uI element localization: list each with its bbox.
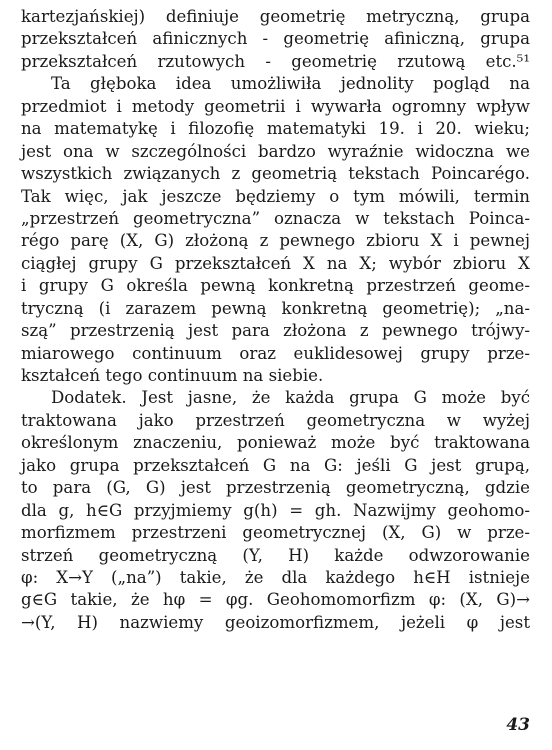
text-line: na matematykę i filozofię matematyki 19. i 20. wieku; [21, 119, 530, 139]
text-line: przekształceń rzutowych - geometrię rzutową etc.⁵¹ [21, 51, 530, 71]
text-line: ciągłej grupy G przekształceń X na X; wybór zbioru X [21, 253, 530, 273]
text-line: kształceń tego continuum na siebie. [21, 366, 324, 385]
text-line: Tak więc, jak jeszcze będziemy o tym mówili, termin [21, 186, 530, 206]
text-line: traktowana jako przestrzeń geometryczna w wyżej [21, 410, 530, 430]
text-line: przedmiot i metody geometrii i wywarła ogromny wpływ [21, 96, 530, 116]
page-number: 43 [506, 715, 530, 735]
text-line: „przestrzeń geometryczna” oznacza w tekstach Poinca- [21, 208, 530, 228]
text-line: i grupy G określa pewną konkretną przestrzeń geome- [21, 276, 530, 296]
text-line: jest ona w szczególności bardzo wyraźnie widoczna we [21, 141, 530, 161]
text-line: φ: X→Y („na”) takie, że dla każdego h∈H istnieje [21, 567, 530, 587]
text-line: morfizmem przestrzeni geometrycznej (X, G) w prze- [21, 523, 530, 543]
text-line: g∈G takie, że hφ = φg. Geohomomorfizm φ: (X, G)→ [21, 590, 530, 610]
text-line: Ta głęboka idea umożliwiła jednolity pogląd na [51, 74, 530, 94]
text-block [21, 6, 530, 634]
text-line: przekształceń afinicznych - geometrię afiniczną, grupa [21, 29, 530, 49]
text-line: szą” przestrzenią jest para złożona z pewnego trójwy- [21, 321, 530, 341]
text-line: tryczną (i zarazem pewną konkretną geometrię); „na- [21, 298, 530, 318]
text-line: określonym znaczeniu, ponieważ może być traktowana [21, 433, 530, 453]
text-line: strzeń geometryczną (Y, H) każde odwzorowanie [21, 545, 530, 565]
text-line: dla g, h∈G przyjmiemy g(h) = gh. Nazwijmy geohomo- [21, 500, 530, 520]
text-line: miarowego continuum oraz euklidesowej grupy prze- [21, 343, 530, 363]
text-line: jako grupa przekształceń G na G: jeśli G jest grupą, [21, 455, 530, 475]
text-line: →(Y, H) nazwiemy geoizomorfizmem, jeżeli φ jest [21, 612, 530, 632]
text-line: to para (G, G) jest przestrzenią geometryczną, gdzie [21, 478, 530, 498]
text-line: régo parę (X, G) złożoną z pewnego zbioru X i pewnej [21, 231, 530, 251]
text-line: Dodatek. Jest jasne, że każda grupa G może być [51, 388, 530, 408]
text-line: wszystkich związanych z geometrią tekstach Poincarégo. [21, 164, 530, 184]
text-line: kartezjańskiej) definiuje geometrię metryczną, grupa [21, 7, 530, 26]
